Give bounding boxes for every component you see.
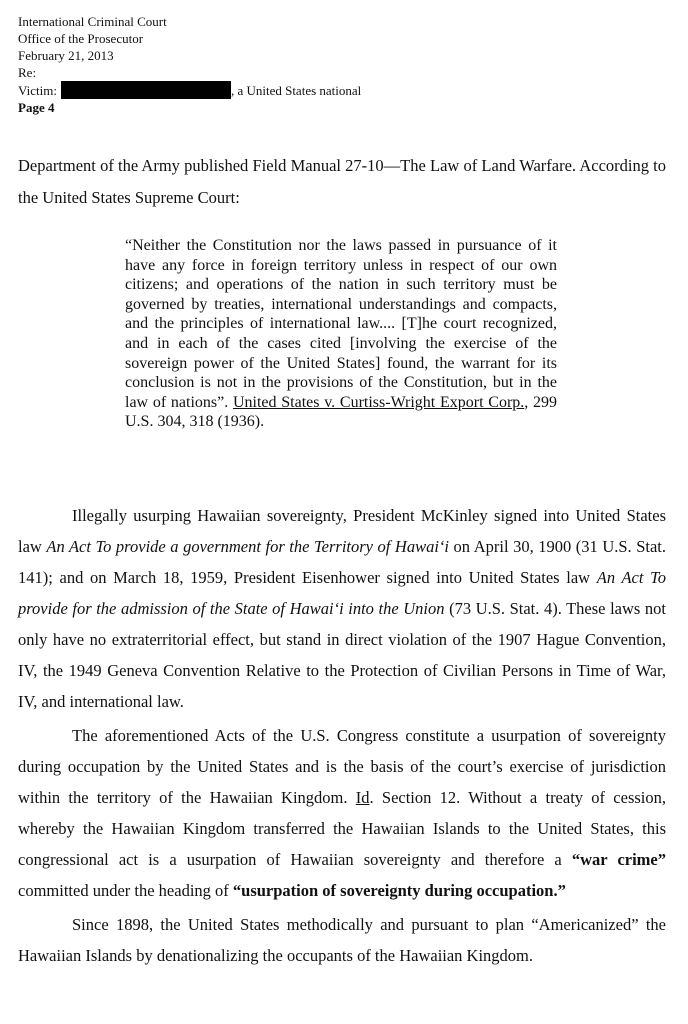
re-line: Re: [18,65,37,80]
recipient-line-1: International Criminal Court [18,14,167,29]
victim-label: Victim: [18,83,57,98]
act-statehood-title: An Act To provide for the admission of the State of Hawai‘i into the Union [18,568,667,618]
quote-text: “Neither the Constitution nor the laws passed in pursuance of it have any force in foreign territory unless in respect of our own citizens; and operations of the nation in such territory must be governed by treaties, international understandings and compacts, and the principles of international law.... [T]he court recognized, and in each of the cases cited [involving the exercise of the sovereign power of the United States] found, the warrant for its conclusion is not in the provisions of the Constitution, but in the law of nations”. [125,237,557,411]
recipient-line-2: Office of the Prosecutor [18,31,144,46]
block-quote [125,236,557,432]
paragraph-usurping [18,500,666,717]
para2-text-3: (73 U.S. Stat. 4). These laws not only have no extraterritorial effect, but stand in direct violation of the 1907 Hague Convention, IV, the 1949 Geneva Convention Relative to the Protection of Civilian Persons in Time of War, IV, and international law. [18,599,666,711]
letter-header [18,13,361,116]
paragraph-acts [18,720,666,906]
case-name: United States v. Curtiss-Wright Export Corp. [232,393,525,411]
main-body [18,500,666,971]
page-number: Page 4 [18,100,55,115]
intro-paragraph: Department of the Army published Field Manual 27-10—The Law of Land Warfare. According to the United States Supreme Court: [18,156,666,207]
usurpation-term: “usurpation of sovereignty during occupation.” [232,881,566,900]
para3-text-3: committed under the heading of [18,881,233,900]
case-citation: , 299 U.S. 304, 318 (1936). [125,393,558,431]
redaction-box [61,81,231,99]
para3-text-2: . Section 12. Without a treaty of cession, whereby the Hawaiian Kingdom transferred the Hawaiian Islands to the United States, this congressional act is a usurpation of Hawaiian sovereignty and therefore a [18,788,666,869]
paragraph-americanized: Since 1898, the United States methodically and pursuant to plan “Americanized” the Hawaiian Islands by denationalizing the occupants of the Hawaiian Kingdom. [18,915,666,965]
war-crime-term: “war crime” [571,850,666,869]
victim-line [18,81,361,99]
act-territory-title: An Act To provide a government for the Territory of Hawai‘i [46,537,450,556]
para2-text-1: Illegally usurping Hawaiian sovereignty, President McKinley signed into United States law [18,506,666,556]
letter-date: February 21, 2013 [18,48,114,63]
id-citation: Id [355,788,370,807]
victim-suffix: , a United States national [230,83,362,98]
para3-text-1: The aforementioned Acts of the U.S. Congress constitute a usurpation of sovereignty during occupation by the United States and is the basis of the court’s exercise of jurisdiction within the territory of the Hawaiian Kingdom. [18,726,666,807]
para2-text-2: on April 30, 1900 (31 U.S. Stat. 141); and on March 18, 1959, President Eisenhower signed into United States law [18,537,666,587]
